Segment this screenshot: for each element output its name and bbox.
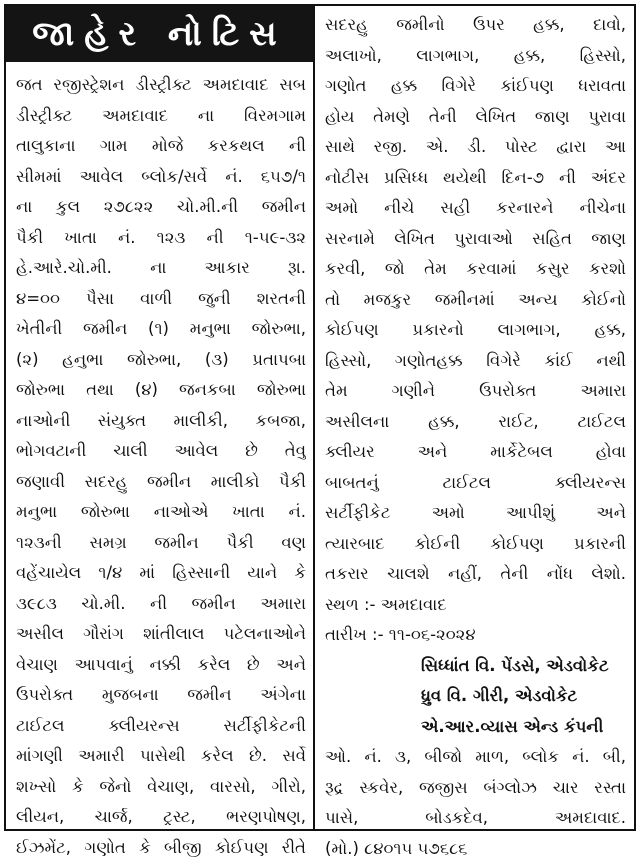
left-body — [6, 70, 313, 863]
body-line: ડીસ્ટ્રીક્ટ અમદાવાદ ના વિરમગામ — [16, 101, 306, 132]
body-line: ઉપરોક્ત મુજબના જમીન અંગેના — [16, 680, 306, 711]
body-line: અમો નીચે સહી કરનારને નીચેના — [325, 193, 626, 224]
body-line: ટાઈટલ ક્લીયરન્સ સર્ટીફીકેટની — [16, 711, 306, 742]
body-line: જણાવી સદરહુ જમીન માલીકો પૈકી — [16, 467, 306, 498]
body-line: કરવી, જો તેમ કરવામાં કસુર કરશો — [325, 254, 626, 285]
body-line: તકરાર ચાલશે નહીં, તેની નોંધ લેશો. — [325, 559, 626, 590]
body-line: ભોગવટાની ચાલી આવેલ છે તેવુ — [16, 436, 306, 467]
body-line: ના કુલ ૨૭૮૨૨ ચો.મી.ની જમીન — [16, 192, 306, 223]
address-line: રૂદ્ર સ્કવેર, જજીસ બંગ્લોઝ ચાર રસ્તા — [325, 773, 626, 804]
body-line: નાઓની સંયુક્ત માલીકી, કબજા, — [16, 406, 306, 437]
signatory-line: ધ્રુવ વિ. ગીરી, એડવોકેટ — [325, 681, 626, 712]
body-line: સીમમાં આવેલ બ્લોક/સર્વે નં. ૬૫૭/૧ — [16, 162, 306, 193]
body-line: અસીલ ગૌરાંગ શાંતીલાલ પટેલનાઓને — [16, 619, 306, 650]
place-line: સ્થળ :- અમદાવાદ — [325, 590, 626, 621]
right-body — [315, 10, 634, 864]
notice-frame — [4, 4, 636, 831]
body-line: માંગણી અમારી પાસેથી કરેલ છે. સર્વે — [16, 741, 306, 772]
body-line: હોય તેમણે તેની લેખિત જાણ પુરાવા — [325, 102, 626, 133]
body-line: ૩૯૮૩ ચો.મી. ની જમીન અમારા — [16, 589, 306, 620]
body-line: ૪=૦૦ પૈસા વાળી જુની શરતની — [16, 284, 306, 315]
body-line: લીયન, ચાર્જ, ટ્રસ્ટ, ભરણપોષણ, — [16, 802, 306, 833]
left-column — [6, 6, 315, 829]
body-line: હે.આરે.ચો.મી. ના આકાર રૂા. — [16, 253, 306, 284]
body-line: પૈકી ખાતા નં. ૧૨૩ ની ૧-૫૯-૩૨ — [16, 223, 306, 254]
body-line: અસીલના હક્ક, રાઈટ, ટાઈટલ — [325, 407, 626, 438]
date-line: તારીખ :- ૧૧-૦૬-૨૦૨૪ — [325, 620, 626, 651]
body-line: તેમ ગણીને ઉપરોક્ત અમારા — [325, 376, 626, 407]
body-line: તો મજકુર જમીનમાં અન્ય કોઈનો — [325, 285, 626, 316]
body-line: વહેંચાયેલ ૧/૪ માં હિસ્સાની યાને કે — [16, 558, 306, 589]
signatory-line: એ.આર.વ્યાસ એન્ડ કંપની — [325, 712, 626, 743]
body-line: કોઈપણ પ્રકારનો લાગભાગ, હક્ક, — [325, 315, 626, 346]
body-line: સર્ટીફીકેટ અમો આપીશું અને — [325, 498, 626, 529]
notice-title: જાહેર નોટિસ — [6, 6, 313, 62]
body-line: ૧૨૩ની સમગ્ર જમીન પૈકી વણ — [16, 528, 306, 559]
body-line: તાલુકાના ગામ મોજે કરકથલ ની — [16, 131, 306, 162]
body-line: ખેતીની જમીન (૧) મનુભા જોરુભા, — [16, 314, 306, 345]
signatory-line: સિધ્ધાંત વિ. પેંડસે, એડવોકેટ — [325, 651, 626, 682]
right-column — [315, 6, 634, 829]
body-line: મનુભા જોરુભા નાઓએ ખાતા નં. — [16, 497, 306, 528]
body-line: અલાખો, લાગભાગ, હક્ક, હિસ્સો, — [325, 41, 626, 72]
body-line: ત્યારબાદ કોઈની કોઈપણ પ્રકારની — [325, 529, 626, 560]
body-line: હિસ્સો, ગણોતહક્ક વિગેરે કાંઈ નથી — [325, 346, 626, 377]
body-line: બાબતનું ટાઈટલ ક્લીયરન્સ — [325, 468, 626, 499]
body-line: જોરુભા તથા (૪) જનકબા જોરુભા — [16, 375, 306, 406]
body-line: વેચાણ આપવાનું નક્કી કરેલ છે અને — [16, 650, 306, 681]
body-line: સરનામે લેખિત પુરાવાઓ સહિત જાણ — [325, 224, 626, 255]
body-line: ક્લીયર અને માર્કેટેબલ હોવા — [325, 437, 626, 468]
body-line: શખ્સો કે જેનો વેચાણ, વારસો, ગીરો, — [16, 772, 306, 803]
body-line: ગણોત હક્ક વિગેરે કાંઈપણ ધરાવતા — [325, 71, 626, 102]
address-line: પાસે, બોડકદેવ, અમદાવાદ. — [325, 803, 626, 834]
address-line: (મો.) ૮૪૦૧૫ ૫૭૬૮૬ — [325, 834, 626, 864]
body-line: સાથે રજી. એ. ડી. પોસ્ટ દ્વારા આ — [325, 132, 626, 163]
body-line: નોટીસ પ્રસિધ્ધ થયેથી દિન-૭ ની અંદર — [325, 163, 626, 194]
address-line: ઓ. નં. ૩, બીજો માળ, બ્લોક નં. બી, — [325, 742, 626, 773]
body-line: સદરહુ જમીનો ઉપર હક્ક, દાવો, — [325, 10, 626, 41]
body-line: જત રજીસ્ટ્રેશન ડીસ્ટ્રીક્ટ અમદાવાદ સબ — [16, 70, 306, 101]
body-line: (૨) હનુભા જોરુભા, (૩) પ્રતાપબા — [16, 345, 306, 376]
body-line: ઈઝમેંટ, ગણોત કે બીજી કોઈપણ રીતે — [16, 833, 306, 864]
